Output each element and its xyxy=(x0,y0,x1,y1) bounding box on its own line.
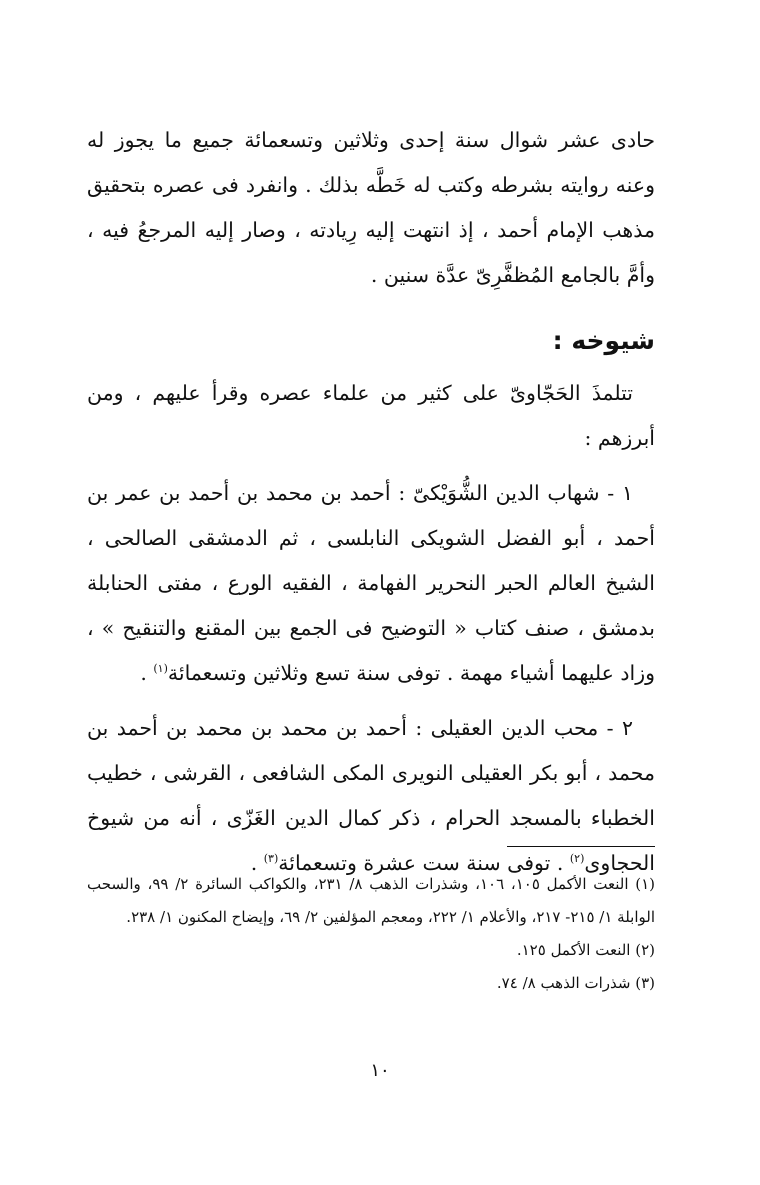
footnote-2: (٢) النعت الأكمل ١٢٥. xyxy=(516,941,655,959)
footnote-divider xyxy=(507,846,655,847)
entry1-end: . xyxy=(140,661,154,685)
main-text xyxy=(87,118,655,886)
footnote-ref-1: (١) xyxy=(153,662,168,676)
intro-paragraph: حادى عشر شوال سنة إحدى وثلاثين وتسعمائة جميع ما يجوز له وعنه روايته بشرطه وكتب له خَطَّه بذلك . وانفرد فى عصره بتحقيق مذهب الإمام أحمد ، إذ انتهت إليه رِيادته ، وصار إليه المرجعُ فيه ، وأمَّ بالجامع المُظفَّرِىّ عدَّة سنين . xyxy=(87,128,655,287)
footnote-3: (٣) شذرات الذهب ٨/ ٧٤. xyxy=(496,974,655,992)
teacher-entry-1 xyxy=(87,471,655,696)
entry2-text-b: . توفى سنة ست عشرة وتسعمائة xyxy=(278,851,570,875)
section-heading: شيوخه : xyxy=(552,326,655,355)
page-number: ١٠ xyxy=(370,1060,390,1081)
teachers-intro: تتلمذَ الحَجّاوىّ على كثير من علماء عصره وقرأ عليهم ، ومن أبرزهم : xyxy=(87,381,655,450)
footnote-1: (١) النعت الأكمل ١٠٥، ١٠٦، وشذرات الذهب ٨/ ٢٣١، والكواكب السائرة ٢/ ٩٩، والسحب الوابلة ١/ ٢١٥- ٢١٧، والأعلام ١/ ٢٢٢، ومعجم المؤلفين ٢/ ٦٩، وإيضاح المكنون ١/ ٢٣٨. xyxy=(87,875,656,926)
footnote-ref-2: (٢) xyxy=(569,852,585,866)
entry2-end: . xyxy=(250,851,264,875)
teacher-entry-2 xyxy=(87,706,655,886)
entry2-text-a: ٢ - محب الدين العقيلى : أحمد بن محمد بن محمد بن أحمد بن محمد ، أبو بكر العقيلى النويرى المكى الشافعى ، القرشى ، خطيب الخطباء بالمسجد الحرام ، ذكر كمال الدين الغَزّى ، أنه من شيوخ الحجاوى xyxy=(87,716,655,875)
footnote-ref-3: (٣) xyxy=(263,852,279,866)
footnotes xyxy=(87,868,655,1000)
entry1-text: ١ - شهاب الدين الشُّوَيْكىّ : أحمد بن محمد بن أحمد بن عمر بن أحمد ، أبو الفضل الشويكى النابلسى ، ثم الدمشقى الصالحى ، الشيخ العالم الحبر النحرير الفهامة ، الفقيه الورع ، مفتى الحنابلة بدمشق ، صنف كتاب « التوضيح فى الجمع بين المقنع والتنقيح » ، وزاد عليهما أشياء مهمة . توفى سنة تسع وثلاثين وتسعمائة xyxy=(87,481,655,685)
